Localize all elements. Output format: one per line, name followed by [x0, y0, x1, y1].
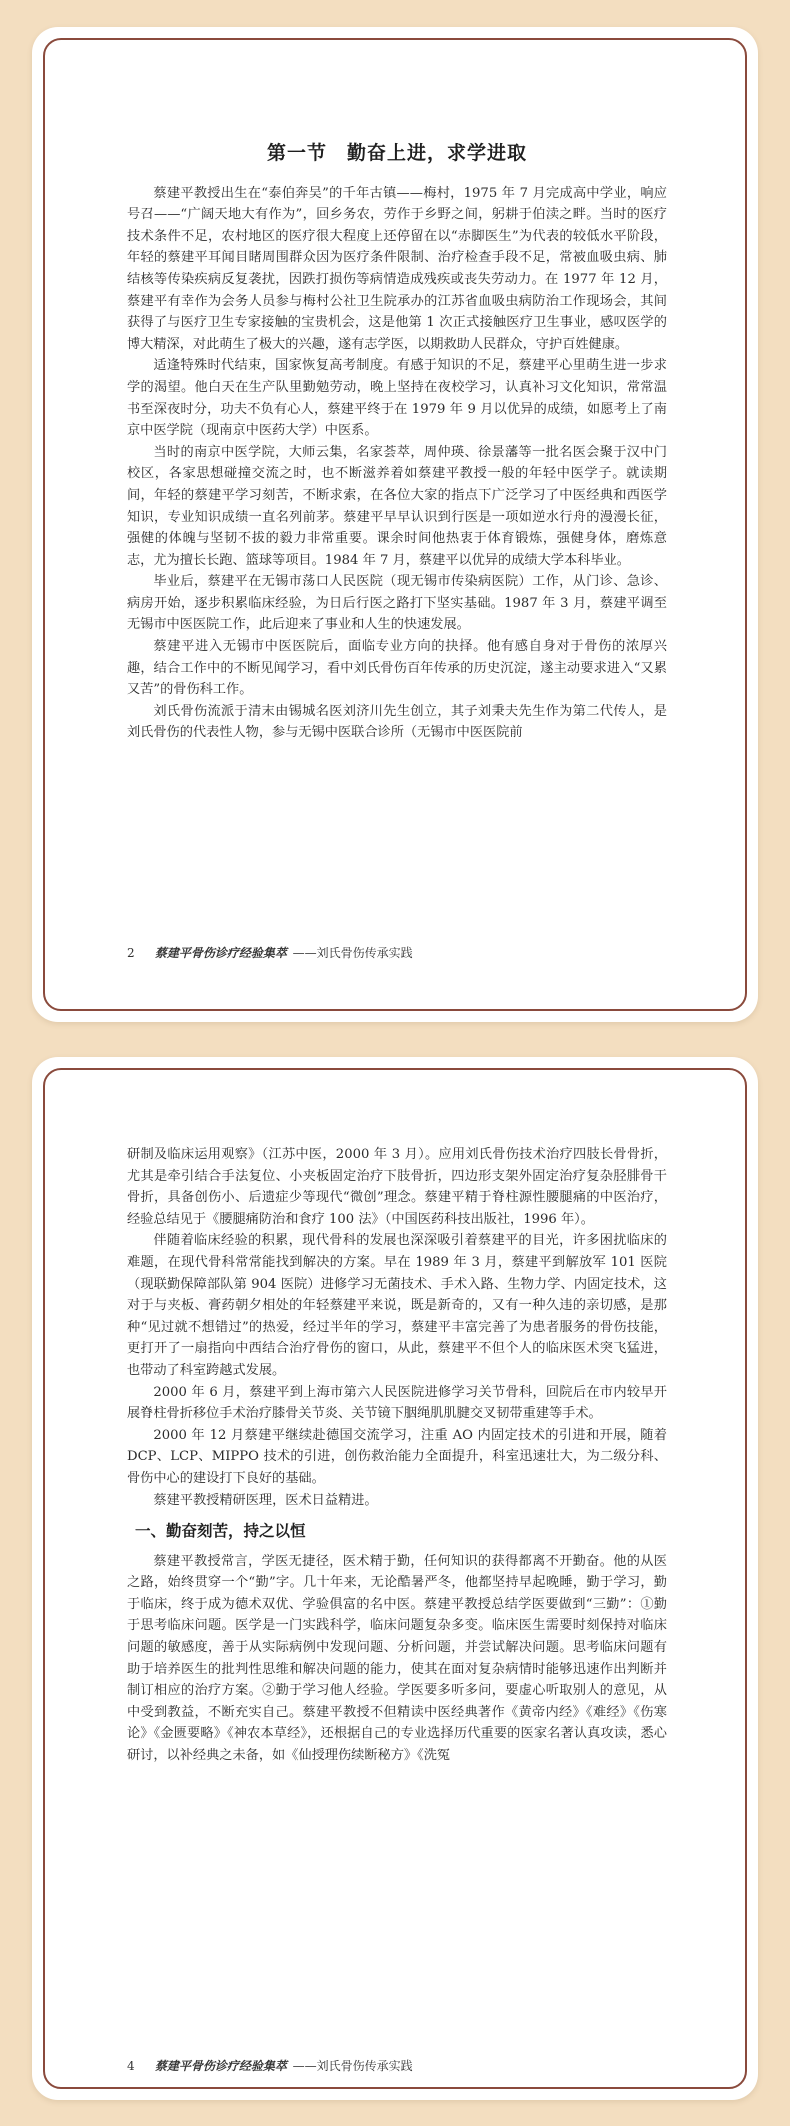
page-2-body: [127, 1144, 667, 1767]
page-footer: [127, 2057, 413, 2074]
book-title: 蔡建平骨伤诊疗经验集萃: [154, 946, 287, 960]
paragraph: 蔡建平教授常言，学医无捷径，医术精于勤，任何知识的获得都离不开勤奋。他的从医之路，始终贯穿一个“勤”字。几十年来，无论酷暑严冬，他都坚持早起晚睡，勤于学习，勤于临床，终于成为德术双优、学验俱富的名中医。蔡建平教授总结学医要做到“三勤”：①勤于思考临床问题。医学是一门实践科学，临床问题复杂多变。临床医生需要时刻保持对临床问题的敏感度，善于从实际病例中发现问题、分析问题，并尝试解决问题。思考临床问题有助于培养医生的批判性思维和解决问题的能力，使其在面对复杂病情时能够迅速作出判断并制订相应的治疗方案。②勤于学习他人经验。学医要多听多问，要虚心听取别人的意见，从中受到教益，不断充实自己。蔡建平教授不但精读中医经典著作《黄帝内经》《难经》《伤寒论》《金匮要略》《神农本草经》，还根据自己的专业选择历代重要的医家名著认真攻读，悉心研讨，以补经典之未备，如《仙授理伤续断秘方》《洗冤: [127, 1553, 667, 1764]
paragraph: 蔡建平进入无锡市中医医院后，面临专业方向的抉择。他有感自身对于骨伤的浓厚兴趣，结合工作中的不断见闻学习，看中刘氏骨伤百年传承的历史沉淀，遂主动要求进入“又累又苦”的骨伤科工作。: [127, 639, 667, 698]
page-number: 4: [127, 2059, 135, 2073]
page-card-1: [32, 27, 758, 1022]
paragraph: 刘氏骨伤流派于清末由锡城名医刘济川先生创立，其子刘秉夫先生作为第二代传人，是刘氏骨伤的代表性人物，参与无锡中医联合诊所（无锡市中医医院前: [127, 703, 667, 741]
book-subtitle: ——刘氏骨伤传承实践: [292, 946, 413, 960]
page-card-2: [32, 1057, 758, 2100]
paragraph: 2000 年 6 月，蔡建平到上海市第六人民医院进修学习关节骨科，回院后在市内较早开展脊柱骨折移位手术治疗膝骨关节炎、关节镜下胭绳肌肌腱交叉韧带重建等手术。: [127, 1384, 667, 1422]
paragraph: 蔡建平教授精研医理，医术日益精进。: [153, 1492, 378, 1508]
book-title: 蔡建平骨伤诊疗经验集萃: [154, 2059, 287, 2073]
paragraph: 2000 年 12 月蔡建平继续赴德国交流学习，注重 AO 内固定技术的引进和开展，随着 DCP、LCP、MIPPO 技术的引进，创伤救治能力全面提升，科室迅速壮大，为二级分科、骨伤中心的建设打下良好的基础。: [127, 1427, 667, 1486]
subsection-heading: 一、勤奋刻苦，持之以恒: [135, 1522, 306, 1541]
paragraph: 当时的南京中医学院，大师云集，名家荟萃，周仲瑛、徐景藩等一批名医会聚于汉中门校区，各家思想碰撞交流之时，也不断滋养着如蔡建平教授一般的年轻中医学子。就读期间，年轻的蔡建平学习刻苦，不断求索，在各位大家的指点下广泛学习了中医经典和西医学知识，专业知识成绩一直名列前茅。蔡建平早早认识到行医是一项如逆水行舟的漫漫长征，强健的体魄与坚韧不拔的毅力非常重要。课余时间他热衷于体育锻炼，强健身体，磨炼意志，尤为擅长长跑、篮球等项目。1984 年 7 月，蔡建平以优异的成绩大学本科毕业。: [127, 444, 667, 568]
paragraph: 伴随着临床经验的积累，现代骨科的发展也深深吸引着蔡建平的目光，许多困扰临床的难题，在现代骨科常常能找到解决的方案。早在 1989 年 3 月，蔡建平到解放军 101 医院（现联勤保障部队第 904 医院）进修学习无菌技术、手术入路、生物力学、内固定技术，这对于与夹板、膏药朝夕相处的年轻蔡建平来说，既是新奇的，又有一种久违的亲切感，是那种“见过就不想错过”的热爱，经过半年的学习，蔡建平丰富完善了为患者服务的骨伤技能，更打开了一扇指向中西结合治疗骨伤的窗口，从此，蔡建平不但个人的临床医术突飞猛进，也带动了科室跨越式发展。: [127, 1233, 667, 1378]
section-heading: 第一节 勤奋上进，求学进取: [266, 142, 527, 164]
page-footer: [127, 944, 413, 961]
page-1-body: [127, 143, 667, 744]
paragraph: 蔡建平教授出生在“泰伯奔吴”的千年古镇——梅村，1975 年 7 月完成高中学业，响应号召——“广阔天地大有作为”，回乡务农，劳作于乡野之间，躬耕于伯渎之畔。当时的医疗技术条件不足，农村地区的医疗很大程度上还停留在以“赤脚医生”为代表的较低水平阶段，年轻的蔡建平耳闻目睹周围群众因为医疗条件限制、治疗检查手段不足，常被血吸虫病、肺结核等传染疾病反复袭扰，因跌打损伤等病情造成残疾或丧失劳动力。在 1977 年 12 月，蔡建平有幸作为会务人员参与梅村公社卫生院承办的江苏省血吸虫病防治工作现场会，其间获得了与医疗卫生专家接触的宝贵机会，这是他第 1 次正式接触医疗卫生事业，感叹医学的博大精深，对此萌生了极大的兴趣，遂有志学医，以期救助人民群众，守护百姓健康。: [127, 185, 667, 352]
paragraph: 研制及临床运用观察》（江苏中医，2000 年 3 月）。应用刘氏骨伤技术治疗四肢长骨骨折，尤其是牵引结合手法复位、小夹板固定治疗下肢骨折，四边形支架外固定治疗复杂胫腓骨干骨折，具备创伤小、后遗症少等现代“微创”理念。蔡建平精于脊柱源性腰腿痛的中医治疗，经验总结见于《腰腿痛防治和食疗 100 法》（中国医药科技出版社，1996 年）。: [127, 1147, 667, 1227]
page-number: 2: [127, 946, 135, 960]
paragraph: 毕业后，蔡建平在无锡市荡口人民医院（现无锡市传染病医院）工作，从门诊、急诊、病房开始，逐步积累临床经验，为日后行医之路打下坚实基础。1987 年 3 月，蔡建平调至无锡市中医医院工作，此后迎来了事业和人生的快速发展。: [127, 574, 667, 633]
paragraph: 适逢特殊时代结束，国家恢复高考制度。有感于知识的不足，蔡建平心里萌生进一步求学的渴望。他白天在生产队里勤勉劳动，晚上坚持在夜校学习，认真补习文化知识，常常温书至深夜时分，功夫不负有心人，蔡建平终于在 1979 年 9 月以优异的成绩，如愿考上了南京中医学院（现南京中医药大学）中医系。: [127, 358, 667, 439]
book-subtitle: ——刘氏骨伤传承实践: [292, 2059, 413, 2073]
